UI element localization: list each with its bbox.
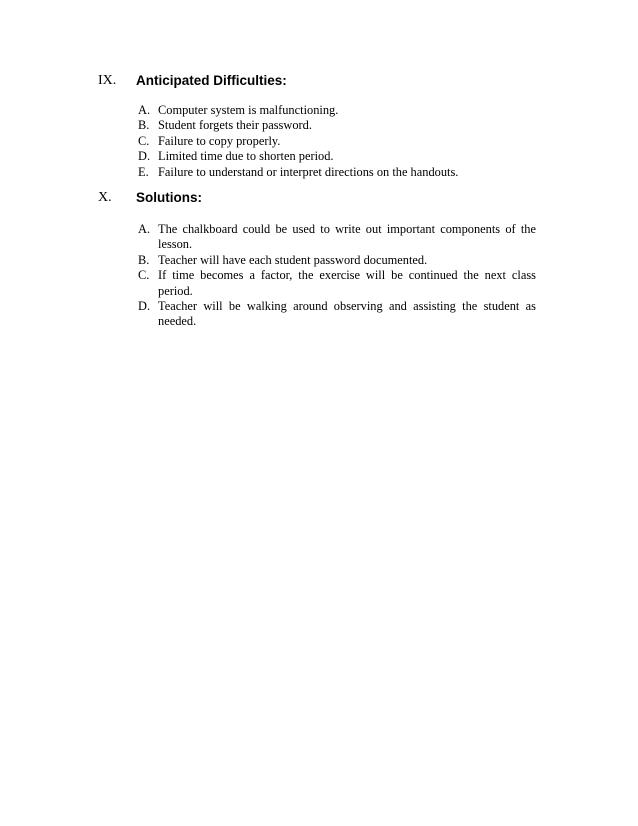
list-item — [138, 299, 536, 330]
section-numeral: X. — [98, 190, 112, 205]
item-letter: B. — [138, 252, 150, 267]
item-letter: A. — [138, 103, 151, 117]
item-text: Student forgets their password. — [158, 118, 312, 133]
item-letter: B. — [138, 118, 150, 133]
list-item — [138, 268, 536, 299]
section-solutions — [98, 188, 538, 330]
item-letter: A. — [138, 222, 151, 236]
item-letter: D. — [138, 149, 151, 164]
item-text: If time becomes a factor, the exercise will be continued the next class period. — [158, 268, 536, 298]
list-item — [138, 165, 536, 180]
item-letter: C. — [138, 268, 150, 283]
list-item — [138, 222, 536, 253]
item-text: Failure to copy properly. — [158, 133, 281, 148]
list-item — [138, 253, 536, 268]
item-letter: C. — [138, 133, 150, 148]
item-text: Teacher will have each student password documented. — [158, 252, 428, 267]
item-letter: E. — [138, 164, 149, 179]
list-item — [138, 134, 536, 149]
item-letter: D. — [138, 299, 151, 314]
list-item — [138, 118, 536, 133]
section-heading — [98, 71, 538, 91]
section-heading — [98, 188, 538, 208]
section-numeral: IX. — [98, 73, 117, 88]
section-title: Solutions: — [136, 190, 202, 205]
item-text: The chalkboard could be used to write out important components of the lesson. — [158, 222, 536, 252]
item-text: Failure to understand or interpret directions on the handouts. — [158, 164, 459, 179]
item-text: Computer system is malfunctioning. — [158, 103, 339, 117]
difficulties-list — [138, 103, 536, 180]
section-anticipated-difficulties — [98, 71, 538, 180]
section-title: Anticipated Difficulties: — [136, 73, 287, 88]
list-item — [138, 149, 536, 164]
list-item — [138, 103, 536, 118]
solutions-list — [138, 222, 536, 330]
item-text: Limited time due to shorten period. — [158, 149, 334, 164]
item-text: Teacher will be walking around observing and assisting the student as needed. — [158, 299, 536, 329]
